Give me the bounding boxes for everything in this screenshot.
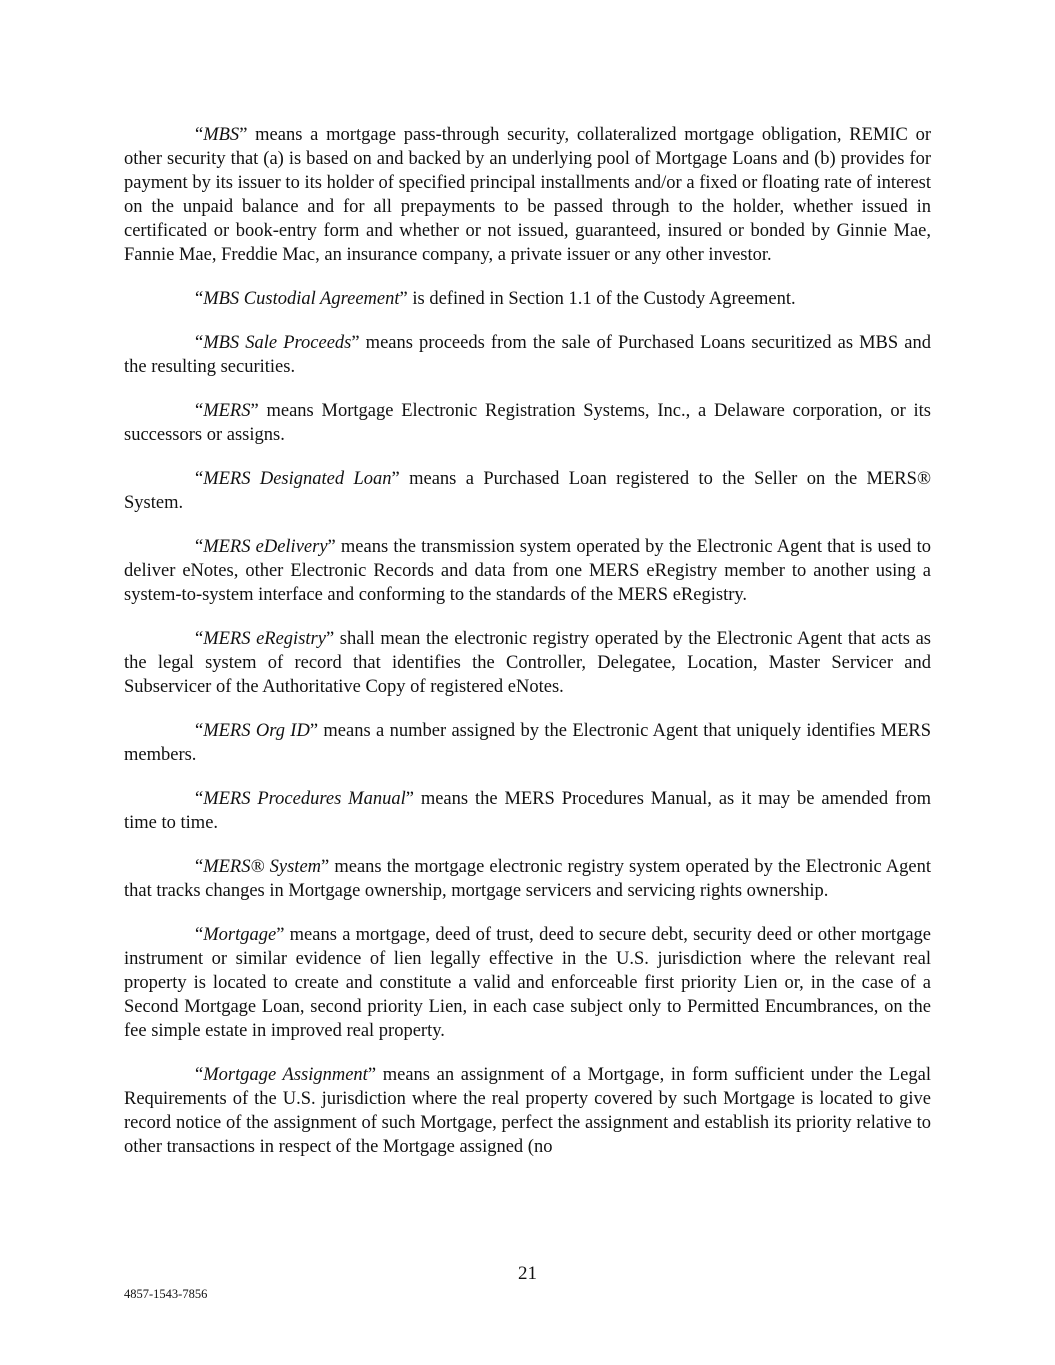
document-body — [124, 123, 931, 1179]
definition-mers-system: “MERS® System” means the mortgage electronic registry system operated by the Electronic Agent that tracks changes in Mortgage ownership, mortgage servicers and servicing rights ownership. — [124, 857, 931, 901]
defined-term: MERS Org ID — [203, 721, 310, 741]
definition-text: ” means proceeds from the sale of Purchased Loans securitized as MBS and the resulting securities. — [124, 333, 931, 377]
definition-text: ” shall mean the electronic registry operated by the Electronic Agent that acts as the legal system of record that identifies the Controller, Delegatee, Location, Master Servicer and Subservicer of the Authoritative Copy of registered eNotes. — [124, 629, 932, 697]
defined-term: MERS Designated Loan — [203, 469, 392, 489]
definition-text: ” means Mortgage Electronic Registration Systems, Inc., a Delaware corporation, or its successors or assigns. — [124, 401, 931, 445]
defined-term: MERS eDelivery — [203, 537, 328, 557]
definition-mortgage-assignment: “Mortgage Assignment” means an assignment of a Mortgage, in form sufficient under the Legal Requirements of the U.S. jurisdiction where the real property covered by such Mortgage is located to give record notice of the assignment of such Mortgage, perfect the assignment and establish its priority relative to other transactions in respect of the Mortgage assigned (no — [124, 1065, 931, 1157]
definition-mers-edelivery: “MERS eDelivery” means the transmission system operated by the Electronic Agent that is used to deliver eNotes, other Electronic Records and data from one MERS eRegistry member to another using a system-to-system interface and conforming to the standards of the MERS eRegistry. — [124, 537, 931, 605]
defined-term: MBS Custodial Agreement — [203, 289, 400, 309]
definition-mers: “MERS” means Mortgage Electronic Registration Systems, Inc., a Delaware corporation, or its successors or assigns. — [124, 401, 931, 445]
definition-text: ” means an assignment of a Mortgage, in form sufficient under the Legal Requirements of the U.S. jurisdiction where the real property covered by such Mortgage is located to give record notice of the assignment of such Mortgage, perfect the assignment and establish its priority relative to other transactions in respect of the Mortgage assigned (no — [124, 1065, 931, 1157]
defined-term: MERS Procedures Manual — [203, 789, 406, 809]
defined-term: MBS — [203, 125, 240, 145]
definition-mbs-sale-proceeds: “MBS Sale Proceeds” means proceeds from the sale of Purchased Loans securitized as MBS and the resulting securities. — [124, 333, 931, 377]
definition-text: ” means the mortgage electronic registry system operated by the Electronic Agent that tracks changes in Mortgage ownership, mortgage servicers and servicing rights ownership. — [124, 857, 931, 901]
definition-text: ” means a number assigned by the Electronic Agent that uniquely identifies MERS members. — [124, 721, 932, 765]
defined-term: MERS — [203, 401, 251, 421]
definition-text: ” means a Purchased Loan registered to the Seller on the MERS® System. — [124, 469, 931, 513]
definition-text: ” means a mortgage, deed of trust, deed to secure debt, security deed or other mortgage instrument or similar evidence of lien legally effective in the U.S. jurisdiction where the relevant real property is located to create and constitute a valid and enforceable first priority Lien or, in the case of a Second Mortgage Loan, second priority Lien, in each case subject only to Permitted Encumbrances, on the fee simple estate in improved real property. — [124, 925, 931, 1041]
definition-text: ” is defined in Section 1.1 of the Custody Agreement. — [399, 289, 796, 309]
document-id: 4857-1543-7856 — [124, 1287, 208, 1301]
definition-mers-eregistry: “MERS eRegistry” shall mean the electronic registry operated by the Electronic Agent that acts as the legal system of record that identifies the Controller, Delegatee, Location, Master Servicer and Subservicer of the Authoritative Copy of registered eNotes. — [124, 629, 932, 697]
defined-term: Mortgage — [203, 925, 277, 945]
page-number: 21 — [518, 1263, 537, 1284]
definition-mortgage: “Mortgage” means a mortgage, deed of trust, deed to secure debt, security deed or other mortgage instrument or similar evidence of lien legally effective in the U.S. jurisdiction where the relevant real property is located to create and constitute a valid and enforceable first priority Lien or, in the case of a Second Mortgage Loan, second priority Lien, in each case subject only to Permitted Encumbrances, on the fee simple estate in improved real property. — [124, 925, 931, 1041]
definition-text: ” means the MERS Procedures Manual, as it may be amended from time to time. — [124, 789, 931, 833]
definition-mbs: “MBS” means a mortgage pass-through security, collateralized mortgage obligation, REMIC or other security that (a) is based on and backed by an underlying pool of Mortgage Loans and (b) provides for payment by its issuer to its holder of specified principal installments and/or a fixed or floating rate of interest on the unpaid balance and for all prepayments to be passed through to the holder, whether issued in certificated or book-entry form and whether or not issued, guaranteed, insured or bonded by Ginnie Mae, Fannie Mae, Freddie Mac, an insurance company, a private issuer or any other investor. — [124, 125, 931, 265]
definition-mers-org-id: “MERS Org ID” means a number assigned by the Electronic Agent that uniquely identifies MERS members. — [124, 721, 932, 765]
definition-mers-procedures-manual: “MERS Procedures Manual” means the MERS Procedures Manual, as it may be amended from time to time. — [124, 789, 931, 833]
definition-text: ” means a mortgage pass-through security, collateralized mortgage obligation, REMIC or other security that (a) is based on and backed by an underlying pool of Mortgage Loans and (b) provides for payment by its issuer to its holder of specified principal installments and/or a fixed or floating rate of interest on the unpaid balance and for all prepayments to be passed through to the holder, whether issued in certificated or book-entry form and whether or not issued, guaranteed, insured or bonded by Ginnie Mae, Fannie Mae, Freddie Mac, an insurance company, a private issuer or any other investor. — [124, 125, 931, 265]
definition-text: ” means the transmission system operated by the Electronic Agent that is used to deliver eNotes, other Electronic Records and data from one MERS eRegistry member to another using a system-to-system interface and conforming to the standards of the MERS eRegistry. — [124, 537, 931, 605]
definition-mbs-custodial-agreement: “MBS Custodial Agreement” is defined in Section 1.1 of the Custody Agreement. — [195, 289, 796, 309]
defined-term: MBS Sale Proceeds — [203, 333, 352, 353]
definition-mers-designated-loan: “MERS Designated Loan” means a Purchased Loan registered to the Seller on the MERS® System. — [124, 469, 931, 513]
defined-term: MERS eRegistry — [203, 629, 326, 649]
defined-term: MERS® System — [203, 857, 322, 877]
defined-term: Mortgage Assignment — [203, 1065, 368, 1085]
